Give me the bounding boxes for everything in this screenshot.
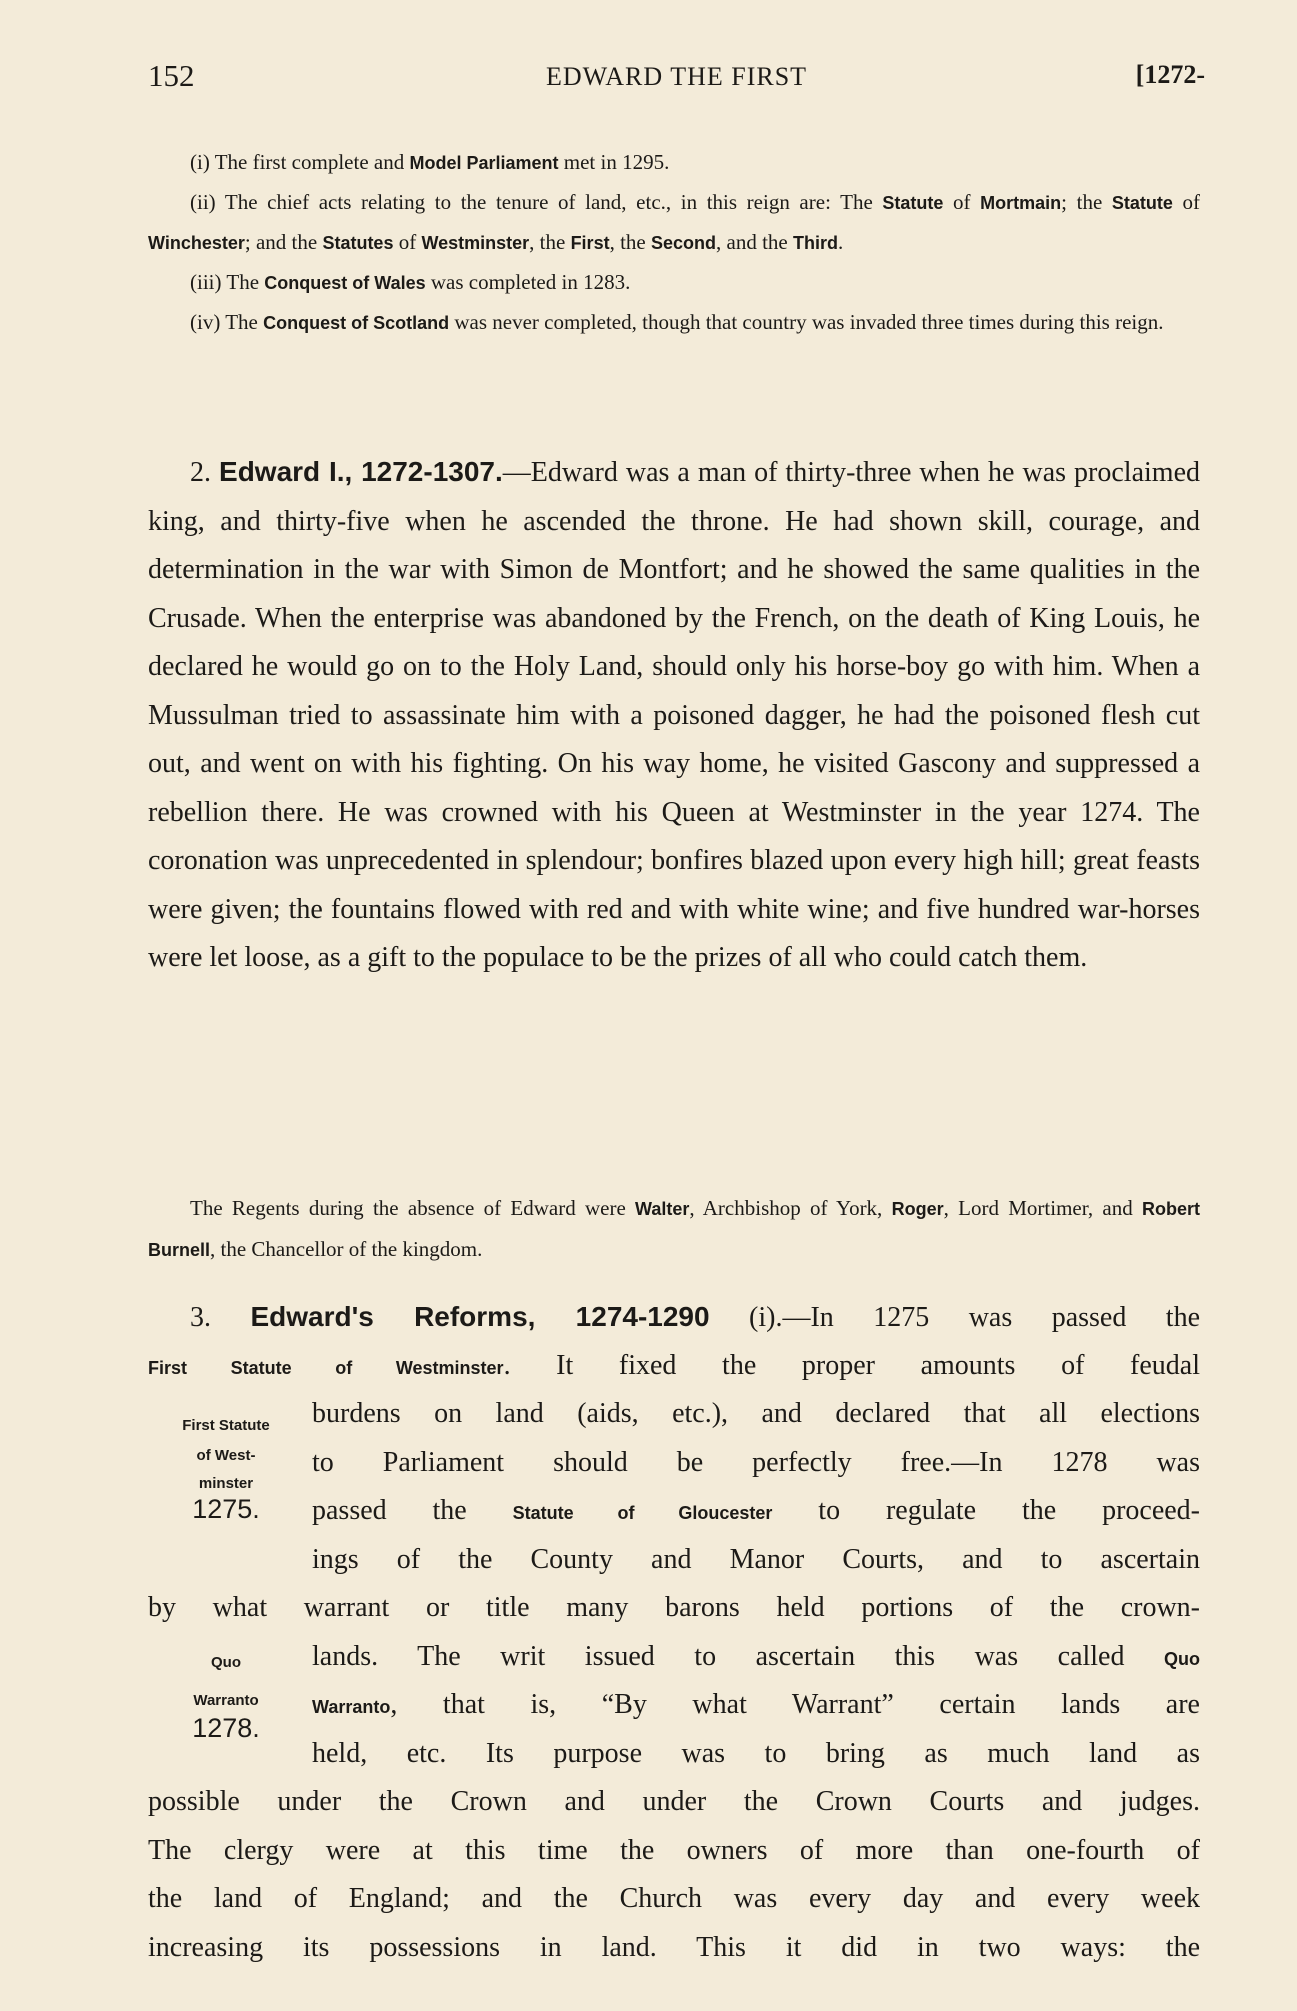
text-run: , the bbox=[529, 230, 571, 254]
note-iii bbox=[148, 263, 1200, 303]
section-3 bbox=[148, 1293, 1200, 1972]
section-2-body: —Edward was a man of thirty-three when he was proclaimed king, and thirty-five when he ascended the throne. He had shown skill, courage, and determination in the war with Simon de Montfort; and he showed the same qualities in the Crusade. When the enterprise was abandoned by the French, on the death of King Louis, he declared he would go on to the Holy Land, should only his horse-boy go with him. When a Mussulman tried to assassinate him with a poisoned dagger, he had the poisoned flesh cut out, and went on with his fighting. On his way home, he visited Gascony and suppressed a rebellion there. He was crowned with his Queen at Westminster in the year 1274. The coronation was unprecedented in splendour; bonfires blazed upon every high hill; great feasts were given; the fountains flowed with red and with white wine; and five hundred war-horses were let loose, as a gift to the populace to be the prizes of all who could catch them. bbox=[148, 457, 1200, 973]
text-run: (i).—In 1275 was passed the bbox=[709, 1302, 1201, 1333]
text-run: (iii) The bbox=[190, 270, 265, 294]
chapter-title: EDWARD THE FIRST bbox=[545, 62, 808, 91]
section-3-line bbox=[148, 1924, 1200, 1973]
small-caps-term: Quo bbox=[1164, 1648, 1200, 1669]
small-caps-term: First Statute of Westminster bbox=[148, 1357, 504, 1378]
small-caps-term: Robert Burnell bbox=[148, 1199, 1200, 1260]
text-run: , the bbox=[609, 230, 651, 254]
text-run: ; the bbox=[1061, 190, 1112, 214]
text-run: The Regents during the absence of Edward were bbox=[190, 1196, 636, 1220]
text-run: held, etc. Its purpose was to bring as much land as bbox=[312, 1737, 1200, 1769]
section-3-line bbox=[148, 1584, 1200, 1633]
section-3-line bbox=[148, 1730, 1200, 1779]
regents-note bbox=[148, 1188, 1200, 1270]
page-number: 152 bbox=[148, 58, 195, 93]
text-run: of bbox=[393, 230, 422, 254]
text-run: ; and the bbox=[244, 230, 323, 254]
section-3-line bbox=[148, 1875, 1200, 1924]
small-caps-term: Model Parliament bbox=[409, 153, 559, 173]
sidenote-label: minster bbox=[198, 1475, 254, 1492]
sidenote-label: Warranto bbox=[193, 1692, 259, 1709]
text-run: , and the bbox=[716, 230, 793, 254]
small-caps-term: Walter bbox=[635, 1199, 690, 1219]
section-3-line bbox=[148, 1439, 1200, 1488]
text-run: (iv) The bbox=[190, 310, 264, 334]
text-run: (ii) The chief acts relating to the tenure of land, etc., in this reign are: The bbox=[190, 190, 883, 214]
section-3-line bbox=[148, 1778, 1200, 1827]
text-run: was completed in 1283. bbox=[425, 270, 631, 294]
small-caps-term: Statutes bbox=[322, 233, 394, 253]
small-caps-term: Mortmain bbox=[980, 193, 1062, 213]
text-run: passed the bbox=[312, 1495, 513, 1526]
section-3-line bbox=[148, 1827, 1200, 1876]
section-2-number: 2. bbox=[190, 457, 211, 488]
text-run: of bbox=[1172, 190, 1200, 214]
section-3-line bbox=[148, 1536, 1200, 1585]
sidenote-first-statute bbox=[148, 1416, 304, 1524]
text-run: lands. The writ issued to ascertain this was called bbox=[312, 1640, 1164, 1672]
date-range: [1272- bbox=[1135, 60, 1205, 89]
text-run: . It fixed the proper amounts of feudal bbox=[503, 1349, 1200, 1381]
sidenote-year: 1275. bbox=[192, 1494, 260, 1524]
small-caps-term: Statute bbox=[882, 193, 944, 213]
section-3-line bbox=[148, 1390, 1200, 1439]
section-3-heading: Edward's Reforms, 1274-1290 bbox=[250, 1301, 710, 1332]
text-run: The clergy were at this time the owners of more than one-fourth of bbox=[148, 1834, 1200, 1866]
running-head bbox=[148, 58, 1205, 102]
text-run: of bbox=[943, 190, 981, 214]
text-run: burdens on land (aids, etc.), and declared that all elections bbox=[312, 1398, 1200, 1429]
text-run: . bbox=[837, 230, 844, 254]
small-caps-term: Conquest of Scotland bbox=[263, 313, 450, 333]
small-caps-term: Roger bbox=[891, 1199, 944, 1219]
sidenote-label: of West- bbox=[196, 1447, 256, 1464]
text-run: , Lord Mortimer, and bbox=[943, 1196, 1142, 1220]
small-caps-term: Conquest of Wales bbox=[264, 273, 426, 293]
note-iv bbox=[148, 303, 1200, 343]
small-caps-term: Third bbox=[792, 233, 838, 253]
text-run: ings of the County and Manor Courts, and to ascertain bbox=[312, 1543, 1200, 1575]
sidenote-quo-warranto bbox=[148, 1653, 304, 1743]
small-caps-term: First bbox=[570, 233, 610, 253]
sidenote-label: Quo bbox=[211, 1654, 241, 1671]
sidenote-label: First Statute bbox=[182, 1417, 270, 1434]
small-caps-term: Statute bbox=[1111, 193, 1173, 213]
section-2-paragraph bbox=[148, 448, 1200, 983]
section-3-number: 3. bbox=[190, 1302, 211, 1333]
text-run: the land of England; and the Church was every day and every week bbox=[148, 1883, 1200, 1914]
section-3-line bbox=[148, 1681, 1200, 1730]
small-caps-term: Warranto bbox=[312, 1697, 391, 1717]
text-run: , the Chancellor of the kingdom. bbox=[210, 1237, 483, 1261]
section-2-heading: Edward I., 1272-1307. bbox=[219, 456, 503, 487]
small-caps-term: Statute of Gloucester bbox=[512, 1503, 773, 1523]
section-3-line bbox=[148, 1633, 1200, 1682]
text-run: (i) The first complete and bbox=[190, 150, 410, 174]
small-caps-term: Second bbox=[650, 233, 716, 253]
section-3-line bbox=[148, 1293, 1200, 1342]
section-3-line bbox=[148, 1342, 1200, 1391]
text-run: increasing its possessions in land. This it did in two ways: the bbox=[148, 1931, 1200, 1963]
section-3-line bbox=[148, 1487, 1200, 1536]
text-run: met in 1295. bbox=[558, 150, 670, 174]
text-run: was never completed, though that country was invaded three times during this reign. bbox=[449, 310, 1164, 334]
text-run: by what warrant or title many barons held portions of the crown- bbox=[148, 1592, 1200, 1623]
text-run: , Archbishop of York, bbox=[689, 1196, 892, 1220]
note-ii bbox=[148, 183, 1200, 263]
text-run: possible under the Crown and under the Crown Courts and judges. bbox=[148, 1786, 1200, 1817]
small-caps-term: Winchester bbox=[148, 233, 245, 253]
note-i bbox=[148, 143, 1200, 183]
text-run: to regulate the proceed- bbox=[772, 1495, 1200, 1526]
text-run: , that is, “By what Warrant” certain lands are bbox=[390, 1689, 1200, 1720]
sidenote-year: 1278. bbox=[192, 1713, 260, 1743]
reign-notes bbox=[148, 143, 1200, 343]
small-caps-term: Westminster bbox=[421, 233, 530, 253]
text-run: to Parliament should be perfectly free.—In 1278 was bbox=[312, 1446, 1200, 1478]
